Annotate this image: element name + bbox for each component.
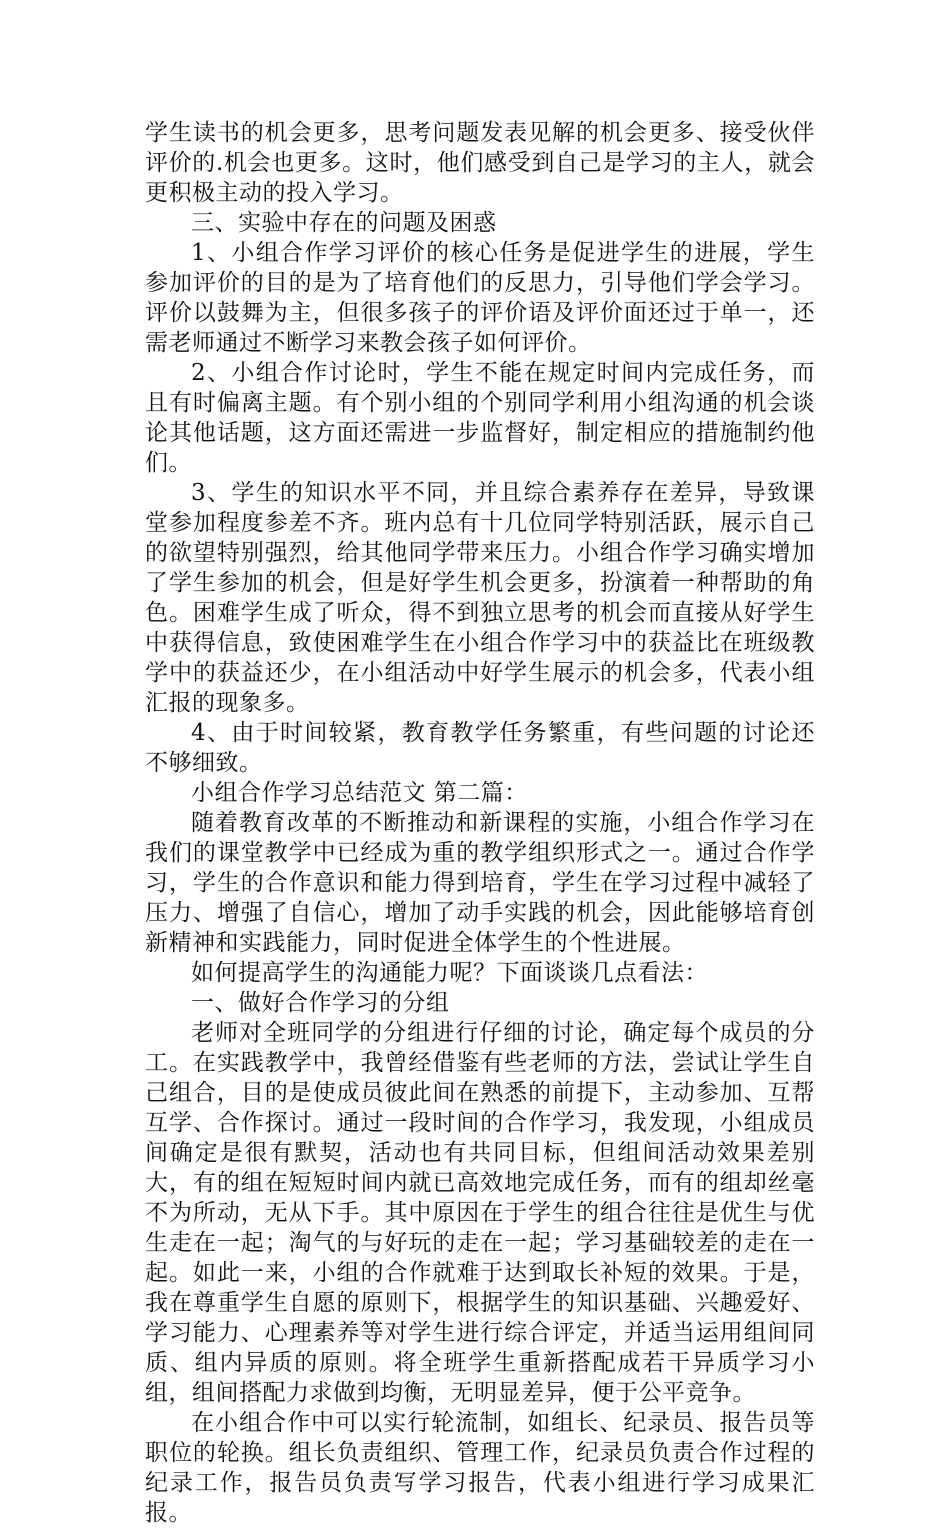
paragraph-question: 如何提高学生的沟通能力呢？下面谈谈几点看法： xyxy=(191,960,708,986)
paragraph-intro-continuation: 学生读书的机会更多，思考问题发表见解的机会更多、接受伙伴评价的.机会也更多。这时，他们感受到自己是学习的主人，就会更积极主动的投入学习。 xyxy=(145,120,815,206)
paragraph-problem-2: 2、小组合作讨论时，学生不能在规定时间内完成任务，而且有时偏离主题。有个别小组的个别同学利用小组沟通的机会谈论其他话题，这方面还需进一步监督好，制定相应的措施制约他们。 xyxy=(145,360,815,476)
paragraph-rotation: 在小组合作中可以实行轮流制，如组长、纪录员、报告员等职位的轮换。组长负责组织、管理工作，纪录员负责合作过程的纪录工作，报告员负责写学习报告，代表小组进行学习成果汇报。 xyxy=(145,1410,815,1526)
article-title-part-two: 小组合作学习总结范文 第二篇： xyxy=(191,780,528,806)
paragraph-problem-4: 4、由于时间较紧，教育教学任务繁重，有些问题的讨论还不够细致。 xyxy=(145,720,815,776)
section-heading-problems: 三、实验中存在的问题及困惑 xyxy=(191,210,497,236)
paragraph-problem-3: 3、学生的知识水平不同，并且综合素养存在差异，导致课堂参加程度参差不齐。班内总有十几位同学特别活跃，展示自己的欲望特别强烈，给其他同学带来压力。小组合作学习确实增加了学生参加的机会，但是好学生机会更多，扮演着一种帮助的角色。困难学生成了听众，得不到独立思考的机会而直接从好学生中获得信息，致使困难学生在小组合作学习中的获益比在班级教学中的获益还少，在小组活动中好学生展示的机会多，代表小组汇报的现象多。 xyxy=(145,480,815,716)
paragraph-problem-1: 1、小组合作学习评价的核心任务是促进学生的进展，学生参加评价的目的是为了培育他们的反思力，引导他们学会学习。评价以鼓舞为主，但很多孩子的评价语及评价面还过于单一，还需老师通过不断学习来教会孩子如何评价。 xyxy=(145,240,815,356)
paragraph-grouping-detail: 老师对全班同学的分组进行仔细的讨论，确定每个成员的分工。在实践教学中，我曾经借鉴有些老师的方法，尝试让学生自己组合，目的是使成员彼此间在熟悉的前提下，主动参加、互帮互学、合作探讨。通过一段时间的合作学习，我发现，小组成员间确定是很有默契，活动也有共同目标，但组间活动效果差别大，有的组在短短时间内就已高效地完成任务，而有的组却丝毫不为所动，无从下手。其中原因在于学生的组合往往是优生与优生走在一起；淘气的与好玩的走在一起；学习基础较差的走在一起。如此一来，小组的合作就难于达到取长补短的效果。于是，我在尊重学生自愿的原则下，根据学生的知识基础、兴趣爱好、学习能力、心理素养等对学生进行综合评定，并适当运用组间同质、组内异质的原则。将全班学生重新搭配成若干异质学习小组，组间搭配力求做到均衡，无明显差异，便于公平竞争。 xyxy=(145,1020,815,1406)
section-heading-grouping: 一、做好合作学习的分组 xyxy=(191,990,450,1016)
paragraph-reform-intro: 随着教育改革的不断推动和新课程的实施，小组合作学习在我们的课堂教学中已经成为重的教学组织形式之一。通过合作学习，学生的合作意识和能力得到培育，学生在学习过程中减轻了压力、增强了自信心，增加了动手实践的机会，因此能够培育创新精神和实践能力，同时促进全体学生的个性进展。 xyxy=(145,810,815,956)
document-body xyxy=(145,118,815,1528)
